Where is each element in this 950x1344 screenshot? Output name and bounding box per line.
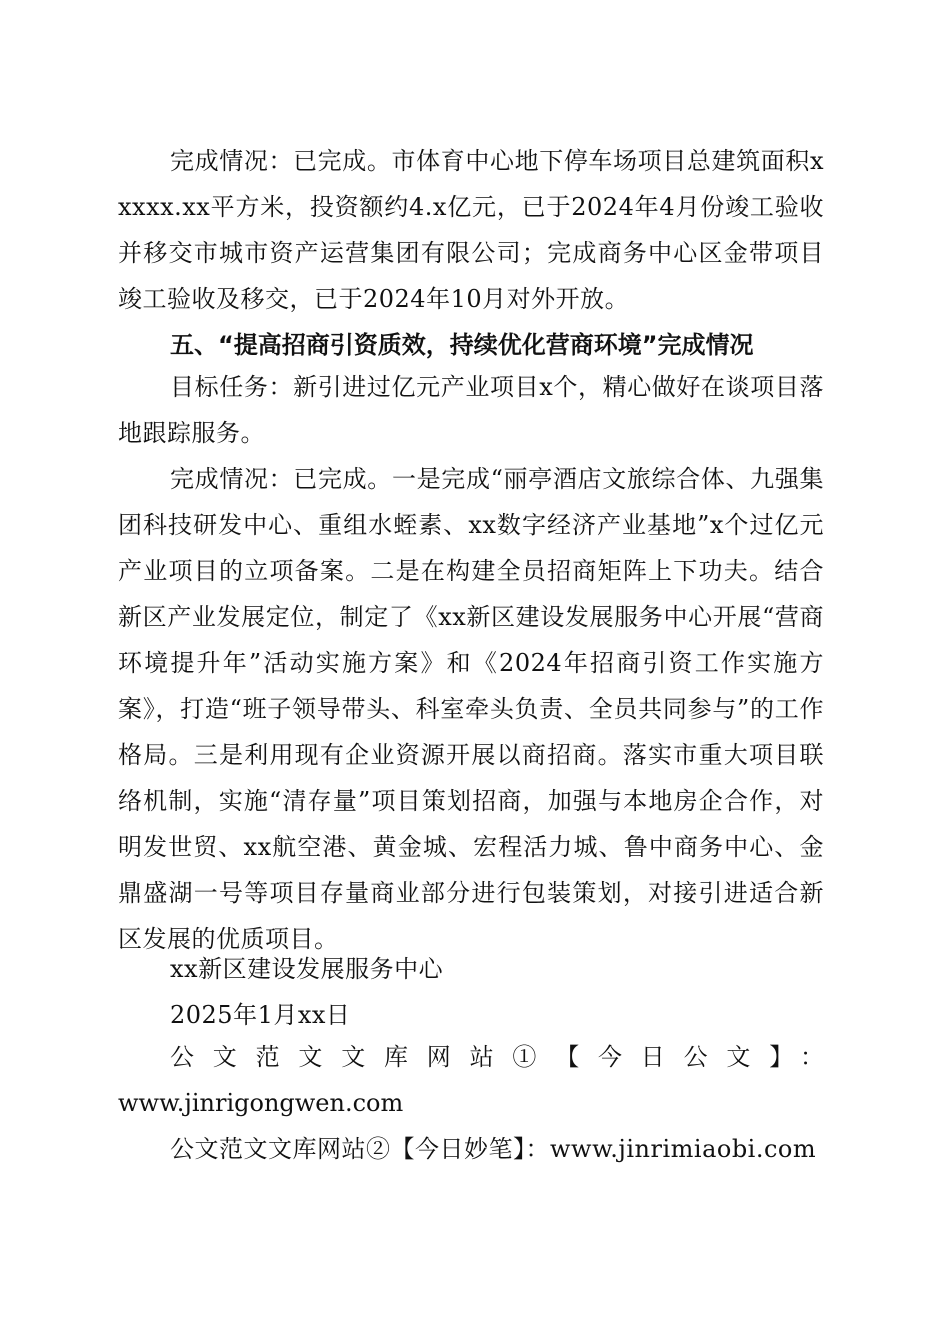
- signature-date: 2025年1月xx日: [170, 1001, 351, 1029]
- paragraph-target-task: 目标任务：新引进过亿元产业项目x个，精心做好在谈项目落地跟踪服务。: [118, 373, 824, 447]
- paragraph-completion-status-2: 完成情况：已完成。一是完成“丽亭酒店文旅综合体、九强集团科技研发中心、重组水蛭素、xx数字经济产业基地”x个过亿元产业项目的立项备案。二是在构建全员招商矩阵上下功夫。结合新区产业发展定位，制定了《xx新区建设发展服务中心开展“营商环境提升年”活动实施方案》和《2024年招商引资工作实施方案》，打造“班子领导带头、科室牵头负责、全员共同参与”的工作格局。三是利用现有企业资源开展以商招商。落实市重大项目联络机制，实施“清存量”项目策划招商，加强与本地房企合作，对明发世贸、xx航空港、黄金城、宏程活力城、鲁中商务中心、金鼎盛湖一号等项目存量商业部分进行包装策划，对接引进适合新区发展的优质项目。: [118, 465, 824, 953]
- section-five-heading: 五、“提高招商引资质效，持续优化营商环境”完成情况: [170, 331, 754, 359]
- website-1-url-link[interactable]: www.jinrigongwen.com: [118, 1089, 404, 1117]
- signature-organization: xx新区建设发展服务中心: [170, 955, 444, 983]
- website-1-label: 公文范文文库网站①【今日公文】：: [170, 1043, 824, 1071]
- website-2-line[interactable]: 公文范文文库网站②【今日妙笔】：www.jinrimiaobi.com: [170, 1135, 817, 1163]
- paragraph-completion-status-1: 完成情况：已完成。市体育中心地下停车场项目总建筑面积xxxxx.xx平方米，投资额约4.x亿元，已于2024年4月份竣工验收并移交市城市资产运营集团有限公司；完成商务中心区金带项目竣工验收及移交，已于2024年10月对外开放。: [118, 147, 824, 313]
